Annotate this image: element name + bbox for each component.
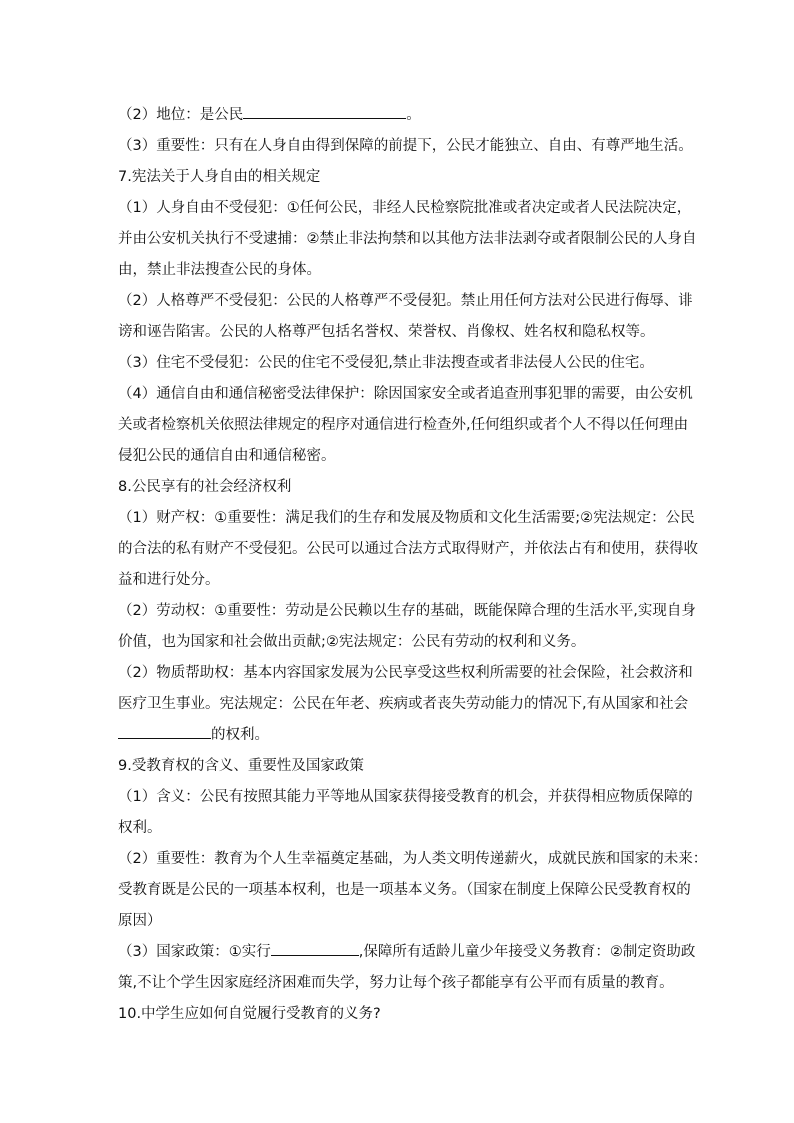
- text-line: 谤和诬告陷害。公民的人格尊严包括名誉权、荣誉权、肖像权、姓名权和隐私权等。: [118, 324, 655, 340]
- text-line: （4）通信自由和通信秘密受法律保护：除因国家安全或者追查刑事犯罪的需要，由公安机: [118, 386, 693, 402]
- text-line: [118, 937, 696, 968]
- text-line: [118, 720, 688, 751]
- text-line: 由，禁止非法搜查公民的身体。: [118, 262, 321, 278]
- section-heading: 9.受教育权的含义、重要性及国家政策: [118, 758, 364, 774]
- text-line: （2）物质帮助权：基本内容国家发展为公民享受这些权利所需要的社会保险，社会救济和: [118, 665, 693, 681]
- text-line: 受教育既是公民的一项基本权利，也是一项基本义务。（国家在制度上保障公民受教育权的: [118, 882, 691, 898]
- text-line: （3）住宅不受侵犯：公民的住宅不受侵犯,禁止非法搜查或者非法侵人公民的住宅。: [118, 355, 654, 371]
- text-line: 益和进行处分。: [118, 572, 220, 588]
- text-line: （3）重要性：只有在人身自由得到保障的前提下，公民才能独立、自由、有尊严地生活。: [118, 138, 693, 154]
- text-line: 医疗卫生事业。宪法规定：公民在年老、疾病或者丧失劳动能力的情况下,有从国家和社会: [118, 696, 689, 712]
- text-line: 原因）: [118, 913, 162, 929]
- fill-in-blank: [118, 720, 211, 739]
- section-heading: 10.中学生应如何自觉履行受教育的义务?: [118, 1006, 381, 1022]
- text-segment: （3）国家政策：①实行: [118, 944, 271, 960]
- text-segment: （2）地位：是公民: [118, 107, 244, 123]
- text-line: 并由公安机关执行不受逮捕：②禁止非法拘禁和以其他方法非法剥夺或者限制公民的人身自: [118, 231, 697, 247]
- text-line: 权利。: [118, 820, 162, 836]
- fill-in-blank: [271, 937, 359, 956]
- section-heading: 7.宪法关于人身自由的相关规定: [118, 169, 321, 185]
- text-segment: 的权利。: [211, 727, 269, 743]
- fill-in-blank: [243, 100, 406, 119]
- text-line: （2）劳动权：①重要性：劳动是公民赖以生存的基础，既能保障合理的生活水平,实现自身: [118, 603, 696, 619]
- text-line: 关或者检察机关依照法律规定的程序对通信进行检查外,任何组织或者个人不得以任何理由: [118, 417, 689, 433]
- text-line: （1）人身自由不受侵犯：①任何公民，非经人民检察院批准或者决定或者人民法院决定，: [118, 200, 692, 216]
- document-page: [118, 100, 708, 1030]
- text-line: [118, 100, 688, 131]
- text-line: （2）人格尊严不受侵犯：公民的人格尊严不受侵犯。禁止用任何方法对公民进行侮辱、诽: [118, 293, 693, 309]
- text-line: 的合法的私有财产不受侵犯。公民可以通过合法方式取得财产，并依法占有和使用，获得收: [118, 541, 698, 557]
- text-line: 侵犯公民的通信自由和通信秘密。: [118, 448, 336, 464]
- section-heading: 8.公民享有的社会经济权利: [118, 479, 292, 495]
- text-line: 价值，也为国家和社会做出贡献;②宪法规定：公民有劳动的权利和义务。: [118, 634, 586, 650]
- text-segment: ,保障所有适龄儿童少年接受义务教育：②制定资助政: [358, 944, 696, 960]
- text-segment: 。: [406, 107, 421, 123]
- text-line: （1）含义：公民有按照其能力平等地从国家获得接受教育的机会，并获得相应物质保障的: [118, 789, 693, 805]
- text-line: （1）财产权：①重要性：满足我们的生存和发展及物质和文化生活需要;②宪法规定：公民: [118, 510, 695, 526]
- text-line: （2）重要性：教育为个人生幸福奠定基础，为人类文明传递薪火，成就民族和国家的未来：: [118, 851, 708, 867]
- text-line: 策,不让个学生因家庭经济困难而失学，努力让每个孩子都能享有公平而有质量的教育。: [118, 975, 674, 991]
